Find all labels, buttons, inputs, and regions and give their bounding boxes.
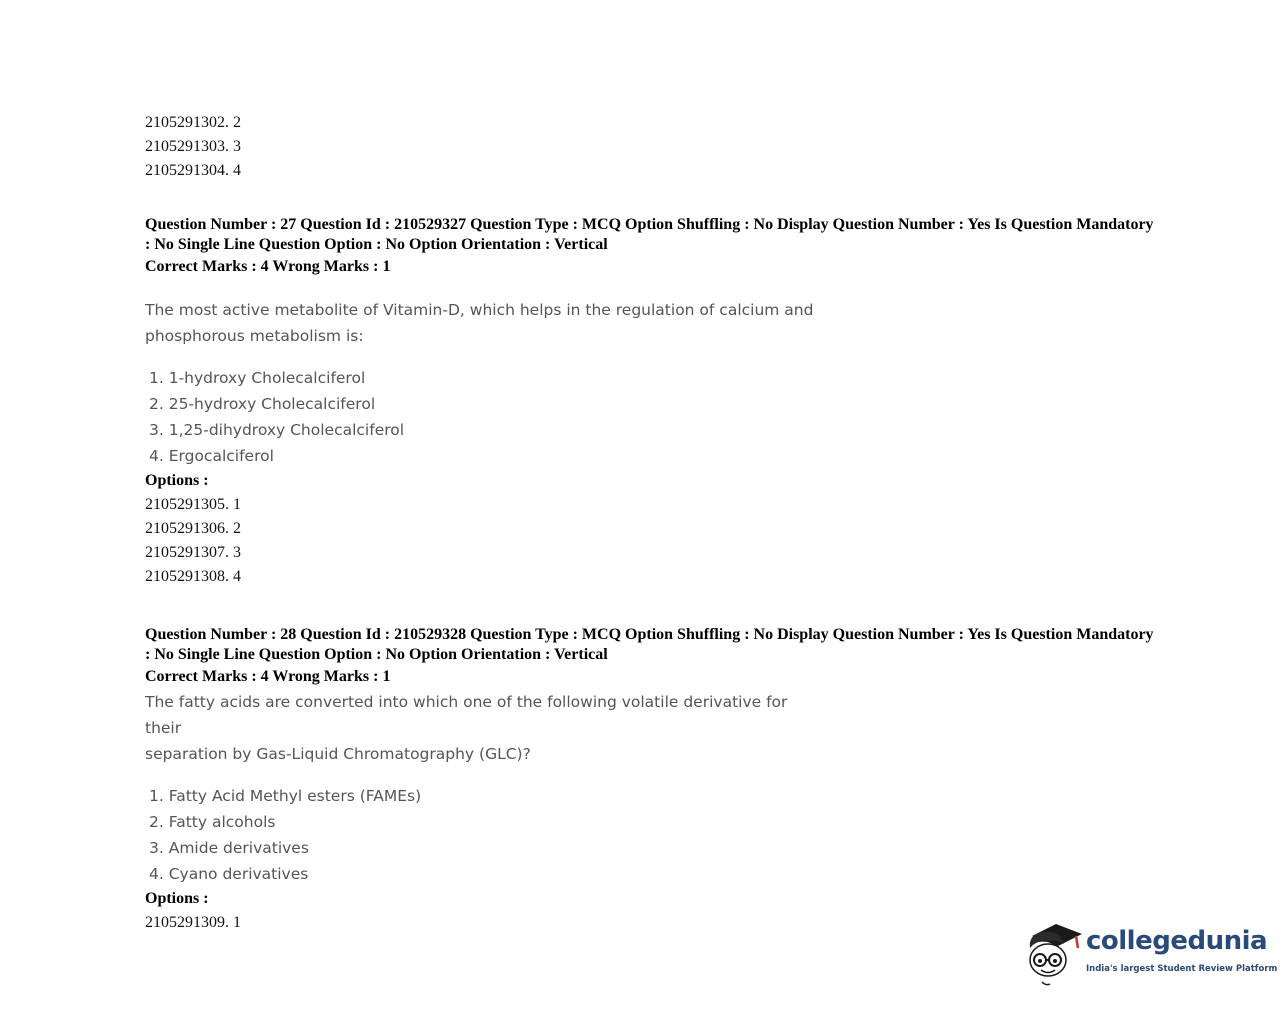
choice-item: 2. Fatty alcohols xyxy=(149,813,276,831)
logo-brand: collegedunia xyxy=(1086,926,1268,956)
choice-item: 3. 1,25-dihydroxy Cholecalciferol xyxy=(149,421,405,439)
question-28 xyxy=(145,625,1155,935)
logo-tagline: India's largest Student Review Platform xyxy=(1086,964,1278,974)
choice-item: 1. 1-hydroxy Cholecalciferol xyxy=(149,369,366,387)
choice-list xyxy=(145,783,1155,887)
choice-list xyxy=(145,365,1155,469)
option-id: 2105291302. 2 xyxy=(145,114,241,131)
question-meta: Question Number : 27 Question Id : 210529327 Question Type : MCQ Option Shuffling : No Display Question Number : Yes Is Question Mandatory : No Single Line Question Option : No Option Orientation : Vertical xyxy=(145,216,1154,253)
question-marks: Correct Marks : 4 Wrong Marks : 1 xyxy=(145,258,391,275)
question-text-line: separation by Gas-Liquid Chromatography (GLC)? xyxy=(145,745,531,763)
question-text xyxy=(145,297,825,349)
options-label: Options : xyxy=(145,472,209,489)
question-text xyxy=(145,689,825,767)
option-id: 2105291307. 3 xyxy=(145,544,241,561)
question-27 xyxy=(145,215,1155,589)
choice-item: 1. Fatty Acid Methyl esters (FAMEs) xyxy=(149,787,422,805)
previous-option-ids xyxy=(145,111,241,183)
choice-item: 4. Ergocalciferol xyxy=(149,447,274,465)
question-marks: Correct Marks : 4 Wrong Marks : 1 xyxy=(145,668,391,685)
options-label: Options : xyxy=(145,890,209,907)
question-text-line: The fatty acids are converted into which one of the following volatile derivative for their xyxy=(145,693,788,737)
choice-item: 3. Amide derivatives xyxy=(149,839,309,857)
option-id: 2105291306. 2 xyxy=(145,520,241,537)
collegedunia-logo xyxy=(1024,918,1278,990)
choice-item: 4. Cyano derivatives xyxy=(149,865,309,883)
option-id: 2105291309. 1 xyxy=(145,914,241,931)
question-text-line: The most active metabolite of Vitamin-D, which helps in the regulation of calcium and xyxy=(145,301,814,319)
choice-item: 2. 25-hydroxy Cholecalciferol xyxy=(149,395,376,413)
question-meta: Question Number : 28 Question Id : 210529328 Question Type : MCQ Option Shuffling : No Display Question Number : Yes Is Question Mandatory : No Single Line Question Option : No Option Orientation : Vertical xyxy=(145,626,1154,663)
option-id: 2105291303. 3 xyxy=(145,138,241,155)
mascot-icon xyxy=(1024,918,1084,990)
option-id: 2105291308. 4 xyxy=(145,568,241,585)
option-id: 2105291305. 1 xyxy=(145,496,241,513)
question-text-line: phosphorous metabolism is: xyxy=(145,327,364,345)
option-id: 2105291304. 4 xyxy=(145,162,241,179)
